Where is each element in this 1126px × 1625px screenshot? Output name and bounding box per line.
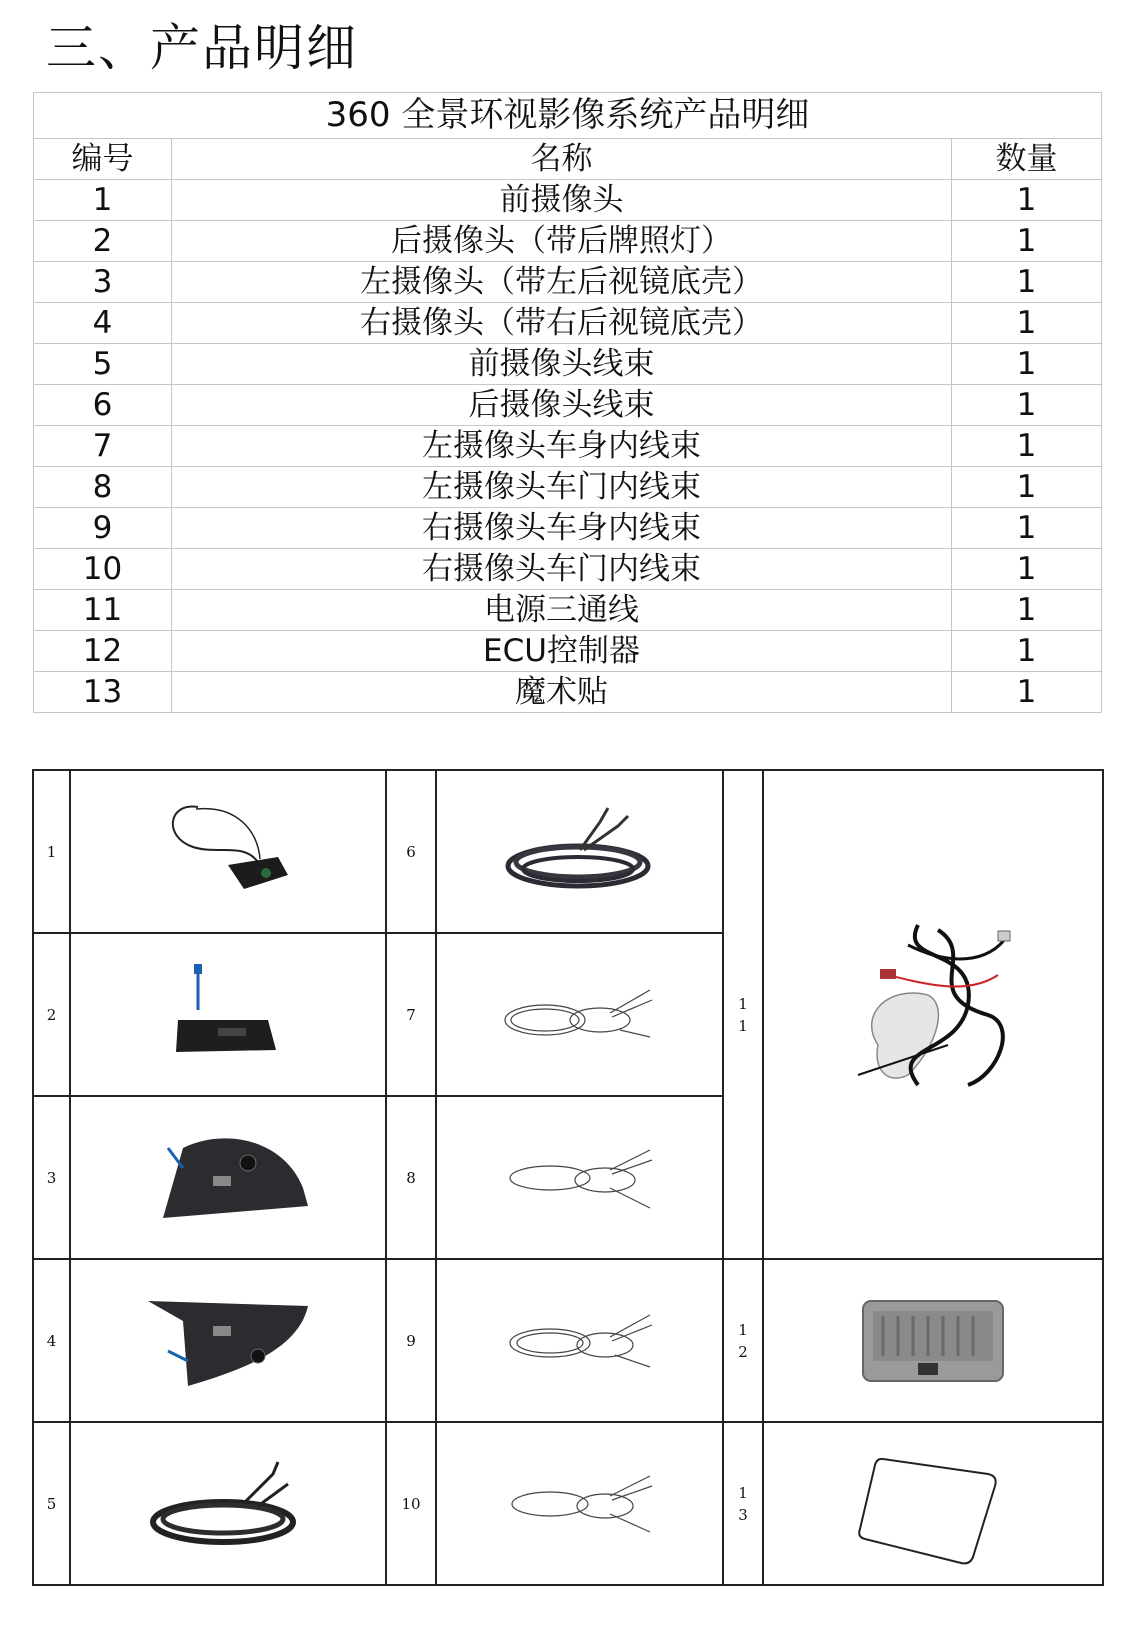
- row-name: 前摄像头线束: [172, 344, 952, 385]
- header-number: 编号: [34, 139, 172, 180]
- row-number: 7: [34, 426, 172, 467]
- photo-label-5: 5: [33, 1422, 70, 1585]
- photo-label-8: 8: [386, 1096, 436, 1259]
- photo-label-7: 7: [386, 933, 436, 1096]
- row-quantity: 1: [952, 590, 1102, 631]
- row-name: 后摄像头（带后牌照灯）: [172, 221, 952, 262]
- row-quantity: 1: [952, 631, 1102, 672]
- table-row: [34, 426, 1102, 467]
- row-number: 10: [34, 549, 172, 590]
- photo-label-9: 9: [386, 1259, 436, 1422]
- row-quantity: 1: [952, 508, 1102, 549]
- table-row: [34, 221, 1102, 262]
- row-name: 右摄像头（带右后视镜底壳）: [172, 303, 952, 344]
- header-name: 名称: [172, 139, 952, 180]
- velcro-pad-image: [763, 1422, 1103, 1585]
- row-name: 左摄像头（带左后视镜底壳）: [172, 262, 952, 303]
- row-number: 13: [34, 672, 172, 713]
- product-detail-table: [33, 92, 1102, 713]
- row-quantity: 1: [952, 385, 1102, 426]
- row-number: 2: [34, 221, 172, 262]
- table-row: [34, 262, 1102, 303]
- row-name: 电源三通线: [172, 590, 952, 631]
- row-number: 5: [34, 344, 172, 385]
- right-camera-mirror-housing-image: [70, 1259, 386, 1422]
- row-number: 1: [34, 180, 172, 221]
- row-number: 8: [34, 467, 172, 508]
- row-name: 右摄像头车身内线束: [172, 508, 952, 549]
- table-row: [34, 672, 1102, 713]
- photo-label-1: 1: [33, 770, 70, 933]
- front-camera-harness-image: [70, 1422, 386, 1585]
- row-quantity: 1: [952, 549, 1102, 590]
- rear-camera-image: [70, 933, 386, 1096]
- right-camera-door-harness-image: [436, 1422, 723, 1585]
- table-title-row: [34, 93, 1102, 139]
- table-row: [34, 467, 1102, 508]
- photo-label-10: 10: [386, 1422, 436, 1585]
- row-quantity: 1: [952, 426, 1102, 467]
- row-quantity: 1: [952, 262, 1102, 303]
- row-name: 左摄像头车门内线束: [172, 467, 952, 508]
- photo-label-12: [723, 1259, 763, 1422]
- row-quantity: 1: [952, 180, 1102, 221]
- row-name: 魔术贴: [172, 672, 952, 713]
- table-header-row: [34, 139, 1102, 180]
- row-name: 前摄像头: [172, 180, 952, 221]
- left-camera-mirror-housing-image: [70, 1096, 386, 1259]
- ecu-controller-image: [763, 1259, 1103, 1422]
- photo-label-13: [723, 1422, 763, 1585]
- row-quantity: 1: [952, 467, 1102, 508]
- row-name: ECU控制器: [172, 631, 952, 672]
- table-row: [34, 590, 1102, 631]
- table-row: [34, 508, 1102, 549]
- row-number: 6: [34, 385, 172, 426]
- photo-label-11-text: 1 1: [738, 994, 748, 1035]
- row-quantity: 1: [952, 344, 1102, 385]
- row-name: 右摄像头车门内线束: [172, 549, 952, 590]
- table-row: [34, 631, 1102, 672]
- photo-label-4: 4: [33, 1259, 70, 1422]
- product-photo-grid: [32, 769, 1104, 1586]
- row-number: 9: [34, 508, 172, 549]
- table-row: [34, 549, 1102, 590]
- photo-label-12-text: 1 2: [738, 1320, 748, 1361]
- row-number: 3: [34, 262, 172, 303]
- table-row: [34, 385, 1102, 426]
- table-row: [34, 303, 1102, 344]
- row-number: 4: [34, 303, 172, 344]
- rear-camera-harness-image: [436, 770, 723, 933]
- row-quantity: 1: [952, 303, 1102, 344]
- table-title: 360 全景环视影像系统产品明细: [34, 93, 1102, 139]
- power-tee-cable-image: [763, 770, 1103, 1259]
- table-row: [34, 180, 1102, 221]
- row-quantity: 1: [952, 672, 1102, 713]
- header-quantity: 数量: [952, 139, 1102, 180]
- photo-label-11: [723, 770, 763, 1259]
- right-camera-body-harness-image: [436, 1259, 723, 1422]
- left-camera-body-harness-image: [436, 933, 723, 1096]
- table-row: [34, 344, 1102, 385]
- photo-label-6: 6: [386, 770, 436, 933]
- left-camera-door-harness-image: [436, 1096, 723, 1259]
- row-quantity: 1: [952, 221, 1102, 262]
- section-heading: 三、产品明细: [46, 19, 358, 77]
- photo-label-2: 2: [33, 933, 70, 1096]
- row-name: 左摄像头车身内线束: [172, 426, 952, 467]
- row-name: 后摄像头线束: [172, 385, 952, 426]
- photo-label-3: 3: [33, 1096, 70, 1259]
- row-number: 12: [34, 631, 172, 672]
- row-number: 11: [34, 590, 172, 631]
- front-camera-image: [70, 770, 386, 933]
- photo-label-13-text: 1 3: [738, 1483, 748, 1524]
